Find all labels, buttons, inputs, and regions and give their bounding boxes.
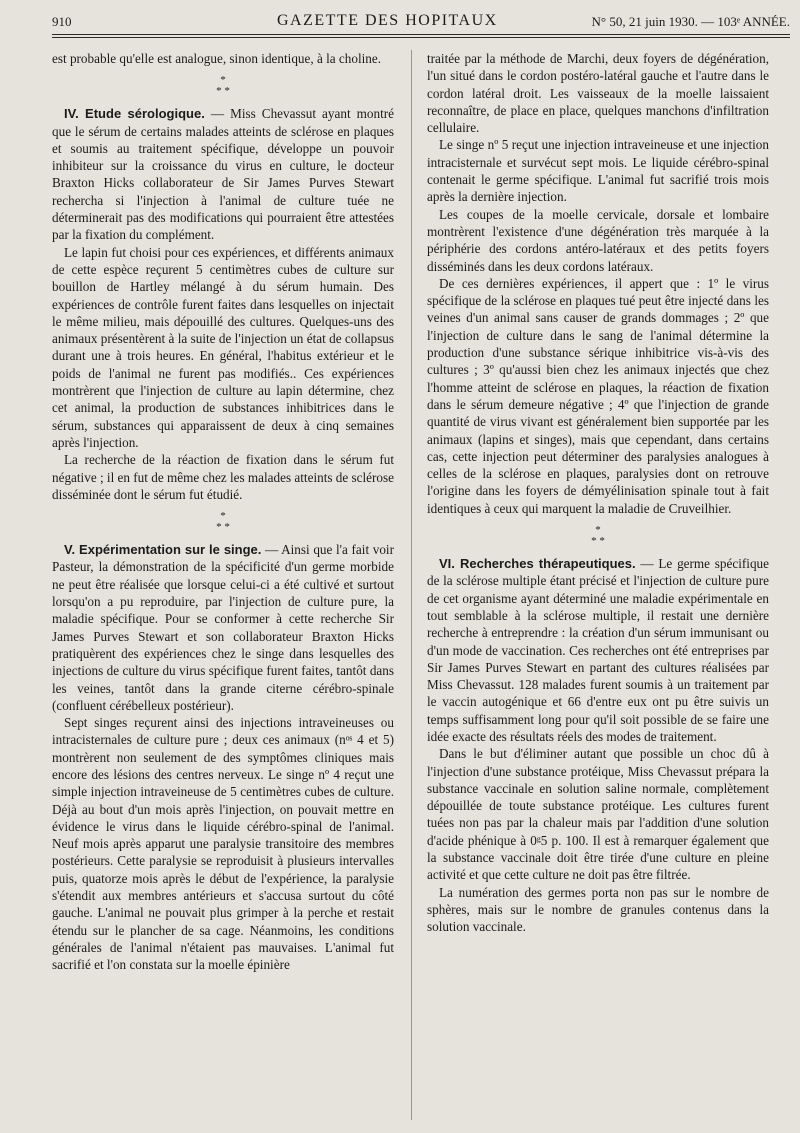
section-separator: * * *: [216, 510, 230, 534]
paragraph: De ces dernières expériences, il appert que : 1º le virus spécifique de la sclérose en plaques tué peut être injecté dans les veines d'un animal sans causer de grands dommages ; 2º que l'injection de culture dans le sang de l'animal détermine la production d'une substance sérique inhibitrice vis-à-vis des cultures ; 3º qu'aussi bien chez les animaux injectés que chez l'homme atteint de sclérose en plaques, la réaction de fixation dans le sérum demeure négative ; 4º que l'injection de grande quantité de virus vivant est généralement bien supportée par les animaux (lapins et singes), mais que cependant, dans certains cas, cette injection peut déterminer des paralysies analogues à celles de la sclérose en plaques, paralysies dont on retrouve l'origine dans les foyers de démyélinisation spinale tout à fait identiques à ceux qui marquent la maladie de Cruveilhier.: [427, 275, 769, 516]
section-vi: [427, 555, 769, 745]
section-separator: * * *: [216, 74, 230, 98]
section-v: [52, 541, 394, 714]
paragraph: est probable qu'elle est analogue, sinon identique, à la choline.: [52, 51, 382, 66]
section-title: V. Expérimentation sur le singe.: [64, 542, 262, 558]
paragraph: Sept singes reçurent ainsi des injections intraveineuses ou intracisternales de culture pure ; deux ces animaux (nᵒˢ 4 et 5) montrèrent non seulement de des symptômes cliniques mais encore des lésions des centres nerveux. Le singe nº 4 reçut une simple injection intraveineuse de 5 centimètres cubes de culture. Déjà au bout d'un mois après l'injection, on pouvait mettre en évidence le virus dans le liquide cérébro-spinal de l'animal. Neuf mois après apparut une paralysie transitoire des membres postérieurs. Cette paralysie se reproduisit à plusieurs intervalles puis, quatorze mois après le début de l'expérience, la paralysie s'étendit aux membres antérieurs et s'accusa surtout du côté gauche. L'animal ne pouvait plus grimper à la perche et restait étendu sur le plancher de sa cage. Néanmoins, les conditions générales de l'animal n'étaient pas mauvaises. L'animal fut sacrifié et l'on constata sur la moelle épinière: [52, 715, 394, 973]
page-header: [52, 10, 790, 32]
header-rule-bottom: [52, 37, 790, 38]
section-title: VI. Recherches thérapeutiques.: [439, 556, 636, 572]
paragraph: La recherche de la réaction de fixation dans le sérum fut négative ; il en fut de même chez les malades atteints de sclérose disséminée dont le sérum fut étudié.: [52, 452, 394, 502]
paragraph: Le lapin fut choisi pour ces expériences, et différents animaux de cette espèce reçurent 5 centimètres cubes de culture sur bouillon de Hartley mélangé à du sérum humain. Des expériences de contrôle furent faites dans lesquelles on injectait le même milieu, mais dépouillé des cultures. Quelques-uns des animaux présentèrent à la suite de l'injection un état de collapsus durant une à trois heures. En général, l'habitus extérieur et le poids de l'animal ne furent pas modifiés.. Ces expériences montrèrent que l'injection de culture au lapin détermine, chez cet animal, la production de substances inhibitrices dans le sérum, substances qui apparaissent de deux à cinq semaines après l'injection.: [52, 244, 394, 450]
journal-title: GAZETTE DES HOPITAUX: [277, 12, 498, 29]
section-separator: * * *: [591, 524, 605, 548]
page-number: 910: [52, 14, 72, 29]
paragraph: traitée par la méthode de Marchi, deux foyers de dégénération, l'un situé dans le cordon postéro-latéral gauche et l'autre dans le cordon latéral droit. Les vaisseaux de la moelle laissaient reconnaître, de place en place, quelques manchons d'infiltration cellulaire.: [427, 51, 769, 136]
paragraph: Les coupes de la moelle cervicale, dorsale et lombaire montrèrent l'existence d'une dégénération très marquée à la périphérie des cordons antéro-latéraux et des petits foyers disséminés dans les deux cordons latéraux.: [427, 206, 769, 274]
header-rule-top: [52, 34, 790, 35]
paragraph: Le singe nº 5 reçut une injection intraveineuse et une injection intracisternale et survécut sept mois. Le liquide cérébro-spinal contenait le germe spécifique. L'animal fut sacrifié trois mois après la dernière injection.: [427, 137, 769, 205]
right-column: [427, 50, 769, 1125]
paragraph: La numération des germes porta non pas sur le nombre de sphères, mais sur le nombre de granules contenus dans la solution vaccinale.: [427, 884, 769, 935]
paragraph: Dans le but d'éliminer autant que possible un choc dû à l'injection d'une substance protéique, Miss Chevassut prépara la substance vaccinale en solution saline normale, complètement dépouillée de toute substance protéique. Les cultures furent tuées non pas par la chaleur mais par l'addition d'une solution d'acide phénique à 0ᵍ5 p. 100. Il est à remarquer également que la substance vaccinale doit être tirée d'une culture en pleine activité et que cette culture ne doit pas être filtrée.: [427, 746, 769, 883]
section-text: — Ainsi que l'a fait voir Pasteur, la démonstration de la spécificité d'un germe morbide ne peut être réalisée que lorsque celui-ci a été cultivé et surtout lorsqu'on a pu reproduire, par l'injection de culture pure, la maladie spécifique. Pour se conformer à cette recherche Sir James Purves Stewart et son collaborateur Braxton Hicks pratiquèrent des expériences chez le singe dans lesquelles des injections de culture du virus spécifique furent faites, tantôt dans les veines, tantôt dans la grande citerne cérébro-spinale (confluent cérébelleux postérieur).: [52, 542, 394, 713]
section-title: IV. Etude sérologique.: [64, 106, 205, 122]
column-divider: [411, 50, 412, 1120]
section-text: — Miss Chevassut ayant montré que le sérum de certains malades atteints de sclérose en plaques et soumis au traitement spécifique, développe un pouvoir inhibiteur sur la croissance du virus en culture, le docteur Braxton Hicks collaborateur de Sir James Purves Stewart rechercha si l'injection à l'animal de culture tuée ne déterminerait pas des modifications qui pourraient être attestées par la fixation du complément.: [52, 106, 394, 243]
issue-info: N° 50, 21 juin 1930. — 103ᵉ ANNÉE.: [591, 14, 790, 29]
left-column: [52, 50, 394, 1125]
section-iv: [52, 105, 394, 243]
section-text: — Le germe spécifique de la sclérose multiple étant précisé et l'injection de culture pure de cet organisme ayant déterminé une maladie expérimentale en tout semblable à la sclérose multiple, il restait une dernière recherche à entreprendre : la création d'un sérum immunisant ou d'un mode de vaccination. Ces recherches ont été entreprises par Sir James Purves Stewart en partant des cultures réalisées par Miss Chevassut. 128 malades furent soumis à un traitement par le vaccin autogénique et 66 d'entre eux ont pu être suivis un temps suffisamment long pour qu'il soit possible de se faire une idée exacte des résultats réels des modes de traitement.: [427, 556, 769, 744]
